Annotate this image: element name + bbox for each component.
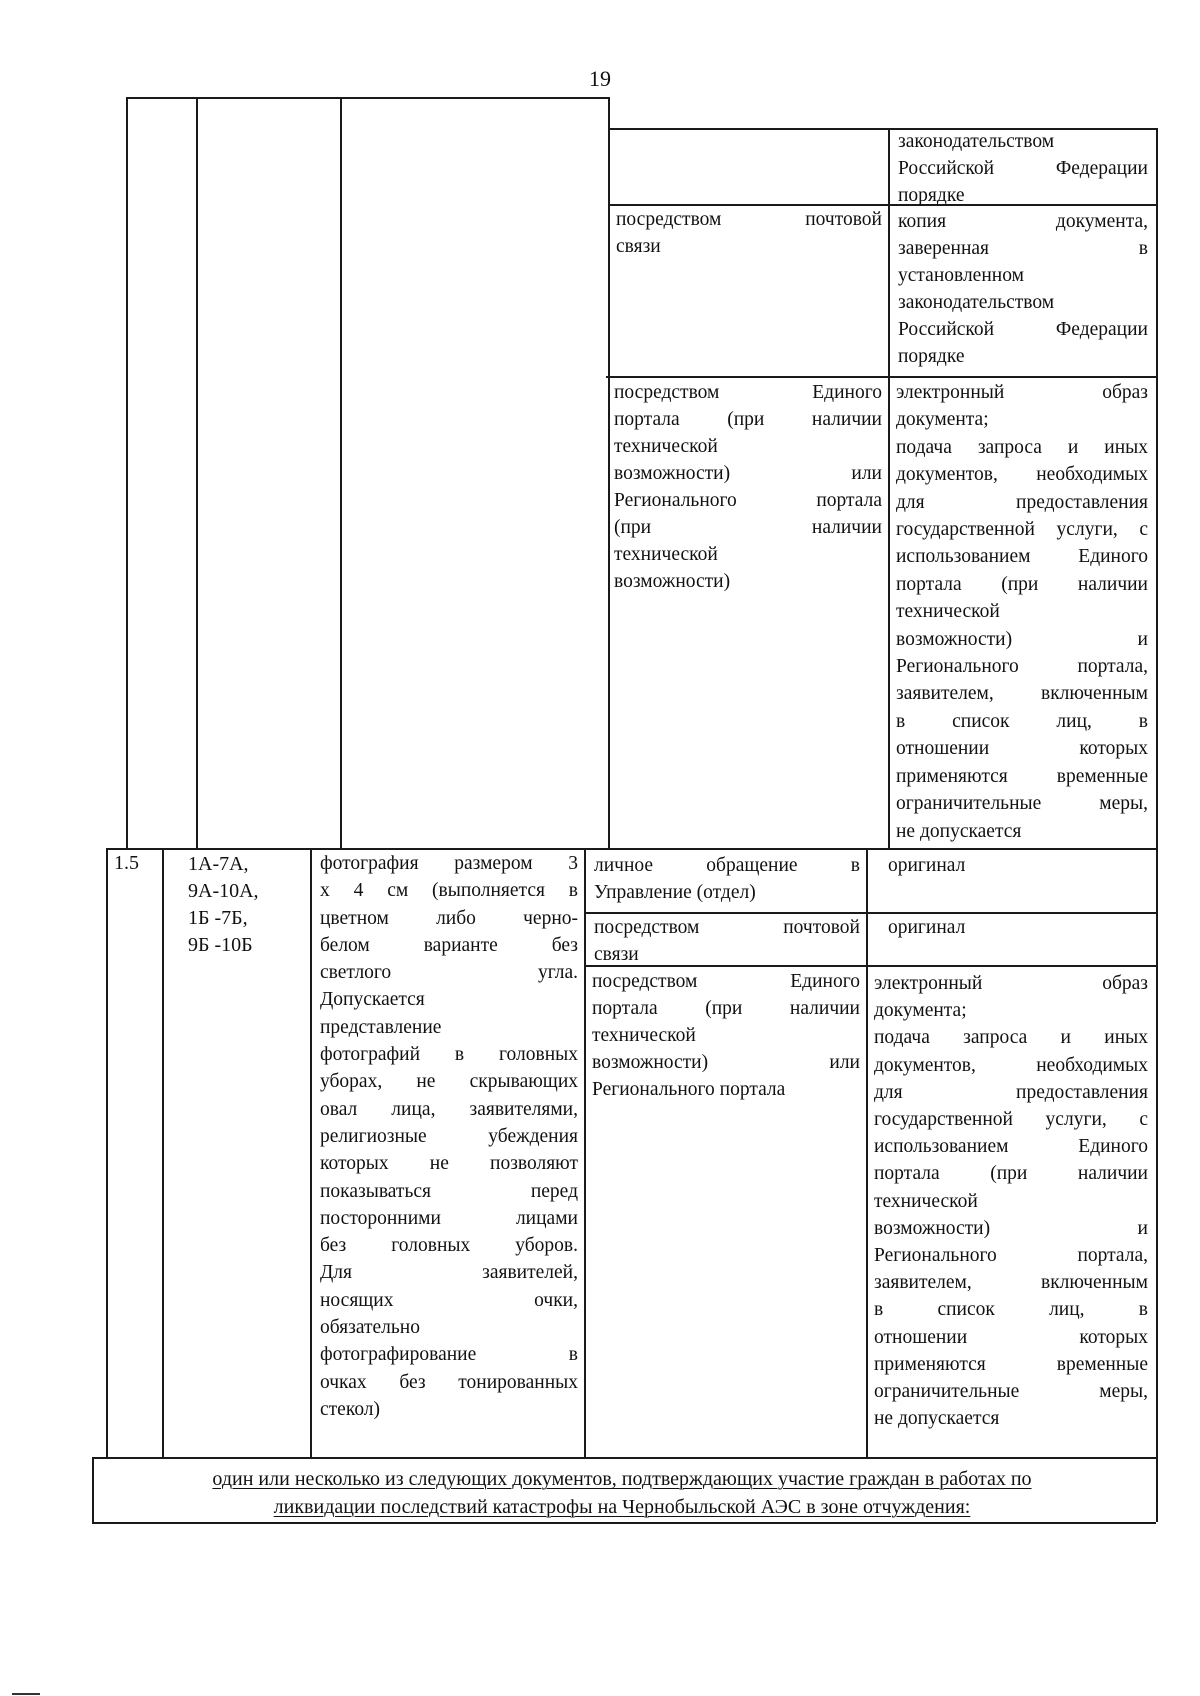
text-line: возможности) или (614, 463, 882, 484)
text-line: посредством почтовой (616, 209, 882, 230)
text-line: Регионального портала (592, 1079, 786, 1100)
text-line: подача запроса и иных (874, 1027, 1148, 1049)
text-line: Российской Федерации (898, 158, 1148, 179)
text-line: порядке (898, 346, 965, 367)
cell-method-portal (592, 968, 860, 1103)
text-line: фотографирование в (320, 1344, 578, 1366)
text-line: государственной услуги, с (896, 519, 1148, 541)
scan-mark (12, 1693, 40, 1695)
cell-form-row1 (898, 128, 1148, 209)
text-line: посторонними лицами (320, 1207, 578, 1229)
text-line: светлого угла. (320, 962, 578, 984)
section-heading (92, 1465, 1152, 1521)
text-line: оригинал (888, 917, 966, 938)
text-line: связи (616, 236, 661, 257)
text-line: применяются временные (896, 765, 1148, 787)
text-line: документа; (874, 1000, 967, 1022)
text-line: личное обращение в (594, 855, 860, 876)
cell-form-portal (874, 970, 1148, 1432)
text-line: законодательством (898, 292, 1055, 313)
text-line: возможности) и (896, 628, 1148, 650)
text-line: Регионального портала, (874, 1245, 1148, 1267)
text-line: 1А-7А, (188, 853, 249, 875)
row-number: 1.5 (114, 852, 139, 874)
text-line: религиозные убеждения (320, 1125, 578, 1147)
text-line: цветном либо черно- (320, 907, 578, 929)
text-line: очках без тонированных (320, 1371, 578, 1393)
text-line: возможности) (614, 571, 731, 592)
text-line: представление (320, 1016, 442, 1038)
text-line: овал лица, заявителями, (320, 1098, 578, 1120)
text-line: электронный образ (896, 382, 1148, 403)
text-line: отношении которых (874, 1326, 1148, 1348)
text-line: порядке (898, 185, 965, 206)
text-line: 9Б -10Б (188, 934, 253, 956)
text-line: законодательством (898, 131, 1055, 152)
text-line: обязательно (320, 1317, 420, 1339)
text-line: показываться перед (320, 1180, 578, 1202)
text-line: фотография размером 3 (320, 853, 578, 874)
text-line: не допускается (896, 820, 1022, 842)
text-line: портала (при наличии (896, 573, 1148, 595)
cell-method-post (594, 914, 860, 968)
text-line: заверенная в (898, 238, 1148, 259)
text-line: (при наличии (614, 517, 882, 538)
cell-codes (188, 851, 306, 959)
text-line: Допускается (320, 989, 425, 1011)
text-line: портала (при наличии (874, 1163, 1148, 1185)
text-line: отношении которых (896, 738, 1148, 760)
text-line: технической (592, 1025, 696, 1046)
cell-document-description (320, 850, 578, 1423)
text-line: Регионального портала, (896, 656, 1148, 678)
text-line: для предоставления (874, 1081, 1148, 1103)
text-line: технической (874, 1190, 978, 1212)
cell-form-row2 (898, 208, 1148, 370)
text-line: технической (896, 601, 1000, 623)
text-line: подача запроса и иных (896, 436, 1148, 458)
text-line: ограничительные меры, (896, 793, 1148, 815)
text-line: посредством Единого (592, 971, 860, 992)
text-line: х 4 см (выполняется в (320, 880, 578, 902)
text-line: которых не позволяют (320, 1153, 578, 1175)
text-line: портала (при наличии (592, 998, 860, 1019)
text-line: заявителем, включенным (874, 1272, 1148, 1294)
text-line: заявителем, включенным (896, 683, 1148, 705)
text-line: посредством Единого (614, 382, 882, 403)
text-line: государственной услуги, с (874, 1109, 1148, 1131)
text-line: возможности) или (592, 1052, 860, 1073)
cell-form-post (888, 914, 1148, 941)
text-line: ликвидации последствий катастрофы на Чернобыльской АЭС в зоне отчуждения: (273, 1496, 971, 1518)
text-line: без головных уборов. (320, 1235, 578, 1257)
text-line: электронный образ (874, 973, 1148, 994)
text-line: использованием Единого (874, 1136, 1148, 1158)
text-line: в список лиц, в (896, 710, 1148, 732)
text-line: технической (614, 436, 718, 457)
text-line: копия документа, (898, 211, 1148, 232)
text-line: стекол) (320, 1398, 381, 1420)
text-line: Российской Федерации (898, 319, 1148, 340)
text-line: документа; (896, 409, 989, 431)
cell-form-row3 (896, 379, 1148, 845)
text-line: связи (594, 944, 639, 965)
text-line: 9А-10А, (188, 880, 259, 902)
text-line: оригинал (888, 855, 966, 876)
cell-form-personal (888, 852, 1148, 879)
text-line: возможности) и (874, 1217, 1148, 1239)
text-line: Для заявителей, (320, 1262, 578, 1284)
text-line: для предоставления (896, 491, 1148, 513)
text-line: документов, необходимых (874, 1054, 1148, 1076)
cell-method-row2 (616, 206, 882, 260)
text-line: посредством почтовой (594, 917, 860, 938)
text-line: уборах, не скрывающих (320, 1071, 578, 1093)
cell-method-personal (594, 852, 860, 906)
text-line: технической (614, 544, 718, 565)
text-line: один или несколько из следующих документов, подтверждающих участие граждан в работах по (212, 1468, 1032, 1490)
text-line: в список лиц, в (874, 1299, 1148, 1321)
text-line: фотографий в головных (320, 1044, 578, 1066)
text-line: Управление (отдел) (594, 882, 756, 903)
page-number: 19 (589, 66, 611, 91)
text-line: не допускается (874, 1408, 1000, 1430)
text-line: портала (при наличии (614, 409, 882, 430)
cell-method-row3 (614, 379, 882, 595)
text-line: Регионального портала (614, 490, 882, 511)
text-line: использованием Единого (896, 546, 1148, 568)
text-line: ограничительные меры, (874, 1381, 1148, 1403)
text-line: документов, необходимых (896, 464, 1148, 486)
text-line: установленном (898, 265, 1024, 286)
text-line: белом варианте без (320, 934, 578, 956)
text-line: 1Б -7Б, (188, 907, 248, 929)
text-line: применяются временные (874, 1353, 1148, 1375)
text-line: носящих очки, (320, 1289, 578, 1311)
